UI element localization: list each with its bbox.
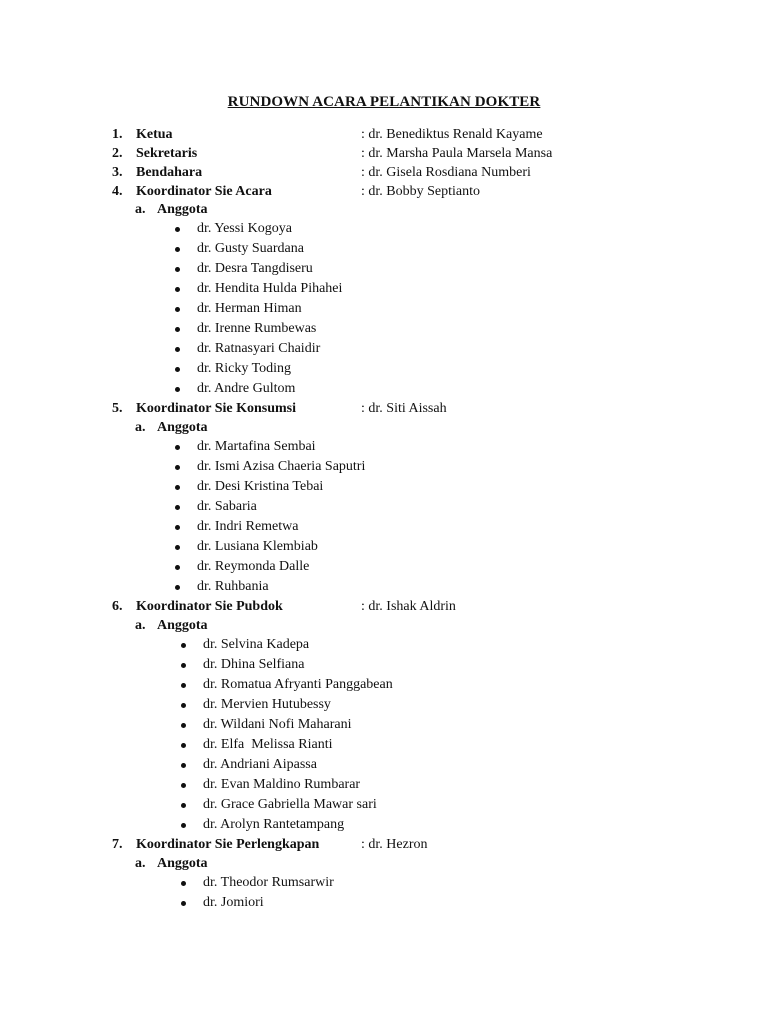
bullet-icon — [175, 227, 180, 232]
bullet-icon — [175, 525, 180, 530]
bullet-icon — [181, 901, 186, 906]
role-label: Koordinator Sie Pubdok — [136, 599, 283, 614]
role-number: 2. — [112, 146, 123, 161]
bullet-icon — [175, 565, 180, 570]
subgroup-label: Anggota — [157, 420, 208, 435]
subgroup-letter: a. — [135, 618, 146, 633]
bullet-icon — [181, 723, 186, 728]
member-item — [181, 755, 501, 775]
subgroup-letter: a. — [135, 420, 146, 435]
bullet-icon — [181, 763, 186, 768]
bullet-icon — [175, 387, 180, 392]
member-name: dr. Desi Kristina Tebai — [197, 479, 324, 494]
bullet-icon — [175, 367, 180, 372]
bullet-icon — [175, 267, 180, 272]
subgroup-label: Anggota — [157, 618, 208, 633]
member-name: dr. Grace Gabriella Mawar sari — [203, 797, 377, 812]
role-koordinator-pubdok — [0, 597, 768, 616]
member-item — [175, 239, 475, 259]
member-item — [181, 815, 501, 835]
member-item — [175, 339, 475, 359]
bullet-icon — [181, 881, 186, 886]
role-value: : dr. Ishak Aldrin — [361, 599, 456, 614]
role-value: : dr. Gisela Rosdiana Numberi — [361, 165, 531, 180]
member-item — [175, 457, 475, 477]
role-value: : dr. Siti Aissah — [361, 401, 447, 416]
member-name: dr. Dhina Selfiana — [203, 657, 305, 672]
role-value: : dr. Bobby Septianto — [361, 184, 480, 199]
member-name: dr. Indri Remetwa — [197, 519, 299, 534]
member-item — [181, 893, 501, 913]
member-name: dr. Andre Gultom — [197, 381, 296, 396]
member-name: dr. Ratnasyari Chaidir — [197, 341, 321, 356]
member-item — [181, 873, 501, 893]
member-name: dr. Martafina Sembai — [197, 439, 316, 454]
bullet-icon — [175, 247, 180, 252]
member-item — [175, 477, 475, 497]
bullet-icon — [175, 347, 180, 352]
bullet-icon — [181, 683, 186, 688]
member-item — [175, 279, 475, 299]
bullet-icon — [181, 783, 186, 788]
role-value: : dr. Benediktus Renald Kayame — [361, 127, 543, 142]
subgroup-letter: a. — [135, 856, 146, 871]
member-item — [175, 219, 475, 239]
bullet-icon — [181, 803, 186, 808]
member-item — [175, 259, 475, 279]
member-item — [175, 537, 475, 557]
role-label: Ketua — [136, 127, 173, 142]
role-label: Koordinator Sie Konsumsi — [136, 401, 296, 416]
member-item — [181, 735, 501, 755]
member-name: dr. Evan Maldino Rumbarar — [203, 777, 361, 792]
role-value: : dr. Marsha Paula Marsela Mansa — [361, 146, 553, 161]
bullet-icon — [181, 703, 186, 708]
bullet-icon — [181, 663, 186, 668]
member-item — [175, 379, 475, 399]
role-number: 3. — [112, 165, 123, 180]
member-item — [181, 775, 501, 795]
member-name: dr. Reymonda Dalle — [197, 559, 310, 574]
member-name: dr. Lusiana Klembiab — [197, 539, 318, 554]
bullet-icon — [175, 307, 180, 312]
role-label: Koordinator Sie Acara — [136, 184, 272, 199]
member-name: dr. Hendita Hulda Pihahei — [197, 281, 343, 296]
role-number: 5. — [112, 401, 123, 416]
member-item — [181, 795, 501, 815]
member-name: dr. Selvina Kadepa — [203, 637, 310, 652]
member-item — [175, 437, 475, 457]
member-name: dr. Elfa Melissa Rianti — [203, 737, 333, 752]
document-title: RUNDOWN ACARA PELANTIKAN DOKTER — [227, 94, 541, 110]
member-item — [181, 655, 501, 675]
member-name: dr. Desra Tangdiseru — [197, 261, 313, 276]
member-name: dr. Herman Himan — [197, 301, 302, 316]
member-item — [175, 497, 475, 517]
member-name: dr. Theodor Rumsarwir — [203, 875, 334, 890]
member-item — [175, 577, 475, 597]
role-label: Bendahara — [136, 165, 203, 180]
bullet-icon — [175, 545, 180, 550]
role-bendahara — [0, 163, 768, 182]
role-label: Sekretaris — [136, 146, 198, 161]
member-name: dr. Andriani Aipassa — [203, 757, 317, 772]
bullet-icon — [181, 823, 186, 828]
role-number: 4. — [112, 184, 123, 199]
member-item — [175, 359, 475, 379]
member-name: dr. Jomiori — [203, 895, 264, 910]
member-name: dr. Wildani Nofi Maharani — [203, 717, 352, 732]
member-name: dr. Ricky Toding — [197, 361, 292, 376]
member-name: dr. Arolyn Rantetampang — [203, 817, 345, 832]
member-item — [181, 635, 501, 655]
member-name: dr. Gusty Suardana — [197, 241, 304, 256]
member-name: dr. Mervien Hutubessy — [203, 697, 331, 712]
member-name: dr. Yessi Kogoya — [197, 221, 292, 236]
member-name: dr. Ismi Azisa Chaeria Saputri — [197, 459, 366, 474]
member-name: dr. Sabaria — [197, 499, 257, 514]
member-item — [181, 715, 501, 735]
subgroup-letter: a. — [135, 202, 146, 217]
bullet-icon — [175, 585, 180, 590]
member-item — [175, 557, 475, 577]
member-item — [181, 675, 501, 695]
member-item — [175, 319, 475, 339]
role-value: : dr. Hezron — [361, 837, 428, 852]
member-name: dr. Ruhbania — [197, 579, 269, 594]
bullet-icon — [175, 485, 180, 490]
bullet-icon — [175, 445, 180, 450]
subgroup-label: Anggota — [157, 856, 208, 871]
role-koordinator-konsumsi — [0, 399, 768, 418]
member-name: dr. Irenne Rumbewas — [197, 321, 317, 336]
bullet-icon — [175, 505, 180, 510]
bullet-icon — [175, 327, 180, 332]
subgroup-label: Anggota — [157, 202, 208, 217]
member-item — [175, 517, 475, 537]
bullet-icon — [181, 643, 186, 648]
role-sekretaris — [0, 144, 768, 163]
member-item — [175, 299, 475, 319]
role-number: 1. — [112, 127, 123, 142]
role-koordinator-perlengkapan — [0, 835, 768, 854]
bullet-icon — [181, 743, 186, 748]
role-koordinator-acara — [0, 182, 768, 201]
member-name: dr. Romatua Afryanti Panggabean — [203, 677, 393, 692]
role-ketua — [0, 125, 768, 144]
member-item — [181, 695, 501, 715]
role-number: 6. — [112, 599, 123, 614]
role-label: Koordinator Sie Perlengkapan — [136, 837, 320, 852]
role-number: 7. — [112, 837, 123, 852]
bullet-icon — [175, 465, 180, 470]
bullet-icon — [175, 287, 180, 292]
